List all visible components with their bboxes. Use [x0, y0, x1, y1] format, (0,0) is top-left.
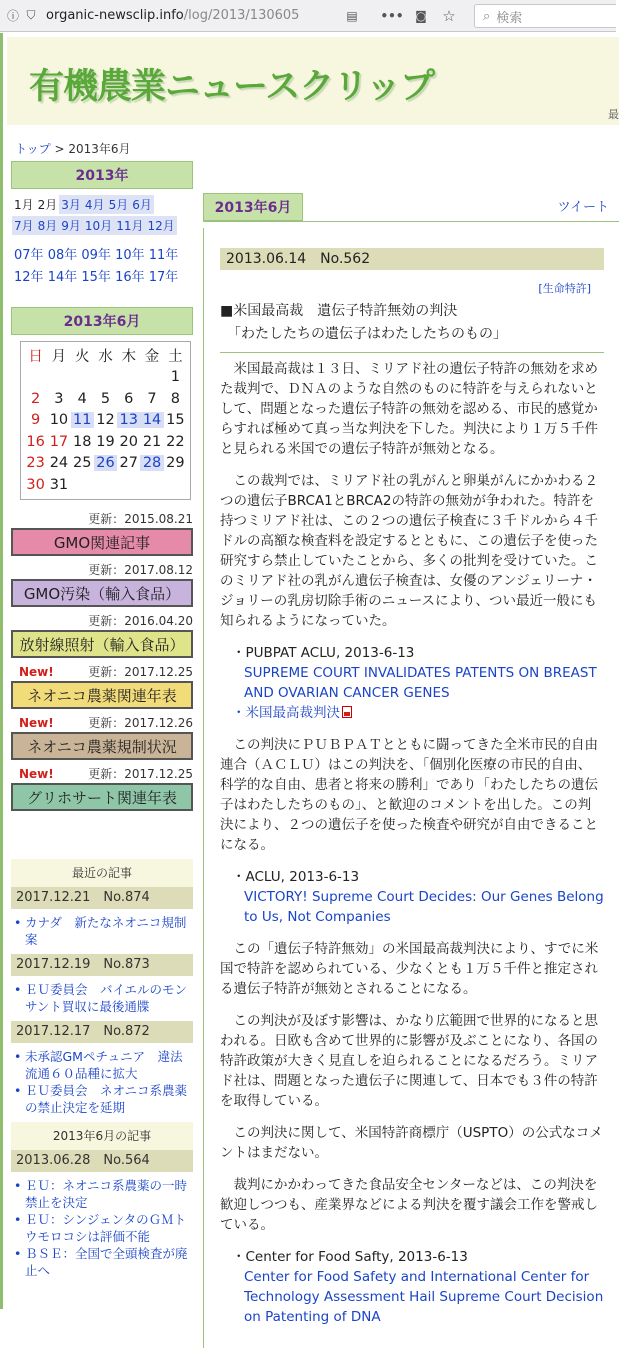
recent-article-link[interactable]: • ＥＵ委員会 バイエルのモンサント買収に最後通牒 [11, 981, 193, 1015]
calendar-day-link[interactable]: 11 [71, 412, 94, 428]
calendar-heading: 2013年6月 [11, 307, 193, 335]
calendar [11, 307, 193, 500]
page [0, 33, 619, 1325]
reader-view-icon[interactable]: ▤ [346, 8, 358, 23]
month-link[interactable]: 4月 [83, 195, 107, 214]
paragraph: この判決に関して、米国特許商標庁（USPTO）の公式なコメントはまだない。 [220, 1125, 603, 1161]
recent-article-link[interactable]: • カナダ 新たなネオニコ規制案 [11, 914, 193, 948]
update-date: 更新：2017.08.12 [88, 563, 193, 577]
feature-banner-link[interactable]: GMO関連記事 [11, 528, 193, 556]
month-link[interactable]: 9月 [59, 216, 83, 235]
year-link[interactable]: 09年 [81, 248, 111, 263]
url-bar[interactable] [46, 8, 328, 23]
site-title[interactable]: 有機農業ニュースクリップ [29, 67, 434, 107]
calendar-day-link[interactable]: 13 [117, 412, 140, 428]
recent-article-link[interactable]: • ＢＳＥ：全国で全頭検査が廃止へ [11, 1245, 193, 1279]
article-date: 2013.06.14 No.562 [220, 248, 604, 270]
month-link[interactable]: 7月 [12, 216, 36, 235]
pocket-icon[interactable]: ◙ [415, 8, 427, 23]
month-link[interactable]: 11月 [114, 216, 145, 235]
site-header [7, 37, 619, 125]
recent-article-link[interactable]: • ＥＵ：シンジェンタのＧＭトウモロコシは評価不能 [11, 1211, 193, 1245]
year-link[interactable]: 08年 [47, 248, 78, 263]
url-domain: organic-newsclip.info [46, 8, 184, 23]
update-date: New! 更新：2017.12.25 [19, 665, 193, 679]
pdf-icon [342, 706, 352, 718]
recent-date: 2013.06.28 No.564 [11, 1150, 193, 1172]
recent-article-link[interactable]: • ＥＵ：ネオニコ系農薬の一時禁止を決定 [11, 1177, 193, 1211]
month-articles-heading: 2013年6月の記事 [11, 1122, 193, 1150]
update-date: New! 更新：2017.12.25 [19, 767, 193, 781]
archive-tab: 2013年6月 [203, 193, 303, 221]
recent-articles [11, 859, 193, 1285]
category-link[interactable]: [生命特許] [538, 282, 591, 295]
recent-heading: 最近の記事 [11, 859, 193, 887]
year-link[interactable]: 11年 [148, 248, 179, 263]
main-content [203, 193, 619, 1325]
recent-date: 2017.12.21 No.874 [11, 887, 193, 909]
paragraph: 裁判にかかわってきた食品安全センターなどは、この判決を歓迎しつつも、産業界などによる判決を覆す議会工作を警戒している。 [220, 1177, 598, 1233]
months-row: 1月 2月 3月 4月 5月 6月 [11, 195, 193, 214]
paragraph: この判決が及ぼす影響は、かなり広範囲で世界的になると思われる。日欧も含めて世界的に影響が及ぶことになり、各国の特許政策が大きく見直しを迫られることになるだろう。ミリアド社は、問題となった遺伝子に関連して、日本でも３件の特許を取得している。 [220, 1013, 598, 1109]
recent-date: 2017.12.17 No.872 [11, 1021, 193, 1043]
article-panel [203, 228, 619, 1348]
tweet-button[interactable]: ツイート [557, 200, 609, 215]
reference-pdf-link[interactable]: ・米国最高裁判決 [232, 703, 604, 723]
breadcrumb-current: 2013年6月 [68, 142, 131, 156]
url-path: /log/2013/130605 [183, 8, 300, 23]
update-date: 更新：2016.04.20 [88, 614, 193, 628]
month-link[interactable]: 5月 [107, 195, 131, 214]
feature-banner-link[interactable]: GMO汚染（輸入食品） [11, 579, 193, 607]
recent-article-link[interactable]: • 未承認GMペチュニア 違法流通６０品種に拡大 [11, 1048, 193, 1082]
bookmark-star-icon[interactable]: ☆ [442, 6, 456, 25]
month-link[interactable]: 8月 [36, 216, 60, 235]
year-link[interactable]: 12年 [14, 270, 44, 285]
year-link[interactable]: 17年 [148, 270, 179, 285]
months-row [11, 216, 193, 235]
more-icon[interactable]: ••• [380, 8, 404, 23]
update-date: New! 更新：2017.12.26 [19, 716, 193, 730]
recent-date: 2017.12.19 No.873 [11, 954, 193, 976]
feature-banners [11, 511, 193, 817]
info-icon[interactable]: ⓘ [6, 9, 19, 23]
reference: ・ACLU, 2013-6-13 VICTORY! Supreme Court Decides: Our Genes Belong to Us, Not Companies [232, 869, 604, 925]
recent-article-link[interactable]: • ＥＵ委員会 ネオニコ系農薬の禁止決定を延期 [11, 1082, 193, 1116]
new-badge: New! [19, 716, 54, 730]
month-link[interactable]: 3月 [59, 195, 83, 214]
month-link[interactable]: 6月 [130, 195, 154, 214]
browser-toolbar [0, 0, 616, 32]
year-link[interactable]: 10年 [115, 248, 145, 263]
search-input[interactable] [474, 4, 616, 28]
feature-banner-link[interactable]: 放射線照射（輸入食品） [11, 630, 193, 658]
calendar-weekdays: 日 月 火 水 木 金 土 [28, 349, 183, 366]
year-link[interactable]: 16年 [115, 270, 145, 285]
breadcrumb-home-link[interactable]: トップ [15, 142, 51, 156]
breadcrumb: トップ > 2013年6月 [15, 142, 131, 156]
month-link[interactable]: 12月 [145, 216, 176, 235]
shield-icon[interactable]: ⛉ [26, 8, 36, 22]
year-link[interactable]: 15年 [81, 270, 111, 285]
calendar-grid: 日 月 火 水 木 金 土 1 2 3 4 5 6 7 8 9 10 11 12 13 14 15 16 17 18 19 20 21 22 23 24 25 26 27 28 29 30 31 [20, 341, 191, 500]
year-link[interactable]: 14年 [47, 270, 78, 285]
update-date: 更新：2015.08.21 [88, 512, 193, 526]
feature-banner-link[interactable]: ネオニコ農薬規制状況 [11, 732, 193, 760]
new-badge: New! [19, 665, 54, 679]
reference: ・Center for Food Safty, 2013-6-13 Center for Food Safety and International Center for Technology Assessment Hail Supreme Court Decision on Patenting of DNA [232, 1249, 604, 1325]
paragraph: この「遺伝子特許無効」の米国最高裁判決により、すでに米国で特許を認められている、少なくとも１万５千件と推定される遺伝子特許が無効とされることになる。 [220, 941, 599, 997]
search-placeholder: 検索 [496, 10, 523, 26]
reference-link[interactable]: VICTORY! Supreme Court Decides: Our Genes Belong to Us, Not Companies [244, 889, 604, 925]
reference-link[interactable]: Center for Food Safety and International Center for Technology Assessment Hail Supreme Court Decision on Patenting of DNA [244, 1269, 604, 1325]
paragraph: この判決にＰＵＢＰＡＴとともに闘ってきた全米市民的自由連合（ＡＣＬＵ）はこの判決を、「個別化医療の市民的自由、科学的な自由、患者と将来の勝利」であり「わたしたちの遺伝子はわたしたちのもの」、と歓迎のコメントを出した。この判決により、２つの遺伝子を使った検査や研究が自由できることになる。 [220, 737, 598, 853]
feature-banner-link[interactable]: ネオニコ農薬関連年表 [11, 681, 193, 709]
years-list [11, 245, 193, 289]
calendar-day-link[interactable]: 14 [140, 412, 163, 428]
paragraph: 米国最高裁は１３日、ミリアド社の遺伝子特許の無効を求めた裁判で、ＤＮＡのような自然のものに特許を与えられないとして、問題となった遺伝子特許の無効を認める、市民的感覚からすれば極めて真っ当な判決を下した。判決により１万５千件と見られる米国での遺伝子特許が無効となる。 [220, 361, 598, 457]
calendar-day-link[interactable]: 28 [140, 455, 163, 471]
search-icon: ⌕ [483, 8, 491, 24]
calendar-day-link[interactable]: 26 [94, 455, 117, 471]
reference: ・PUBPAT ACLU, 2013-6-13 SUPREME COURT INVALIDATES PATENTS ON BREAST AND OVARIAN CANCER GENES ・米国最高裁判決 [220, 643, 604, 723]
year-link[interactable]: 07年 [14, 248, 44, 263]
paragraph: この裁判では、ミリアド社の乳がんと卵巣がんにかかわる２つの遺伝子BRCA1とBRCA2の特許の無効が争われた。特許を持つミリアド社は、この２つの遺伝子検査に３千ドルから４千ドルの高額な検査料を設定するとともに、この遺伝子を使った研究すら禁止していたことから、多くの批判を受けていた。このミリアド社の乳がん遺伝子検査は、女優のアンジェリーナ・ジョリーの乳房切除手術のニュースにより、つい最近一般にも知られるようになっていた。 [220, 473, 598, 629]
article-title: ■米国最高裁 遺伝子特許無効の判決 「わたしたちの遺伝子はわたしたちのもの」 [220, 303, 507, 342]
reference-link[interactable]: SUPREME COURT INVALIDATES PATENTS ON BREAST AND OVARIAN CANCER GENES [244, 665, 597, 701]
new-badge: New! [19, 767, 54, 781]
year-archive [11, 161, 193, 289]
month-link[interactable]: 10月 [83, 216, 114, 235]
feature-banner-link[interactable]: グリホサート関連年表 [11, 783, 193, 811]
header-side-text: 最 [608, 108, 619, 121]
year-heading: 2013年 [11, 161, 193, 189]
article-body [220, 352, 604, 1339]
